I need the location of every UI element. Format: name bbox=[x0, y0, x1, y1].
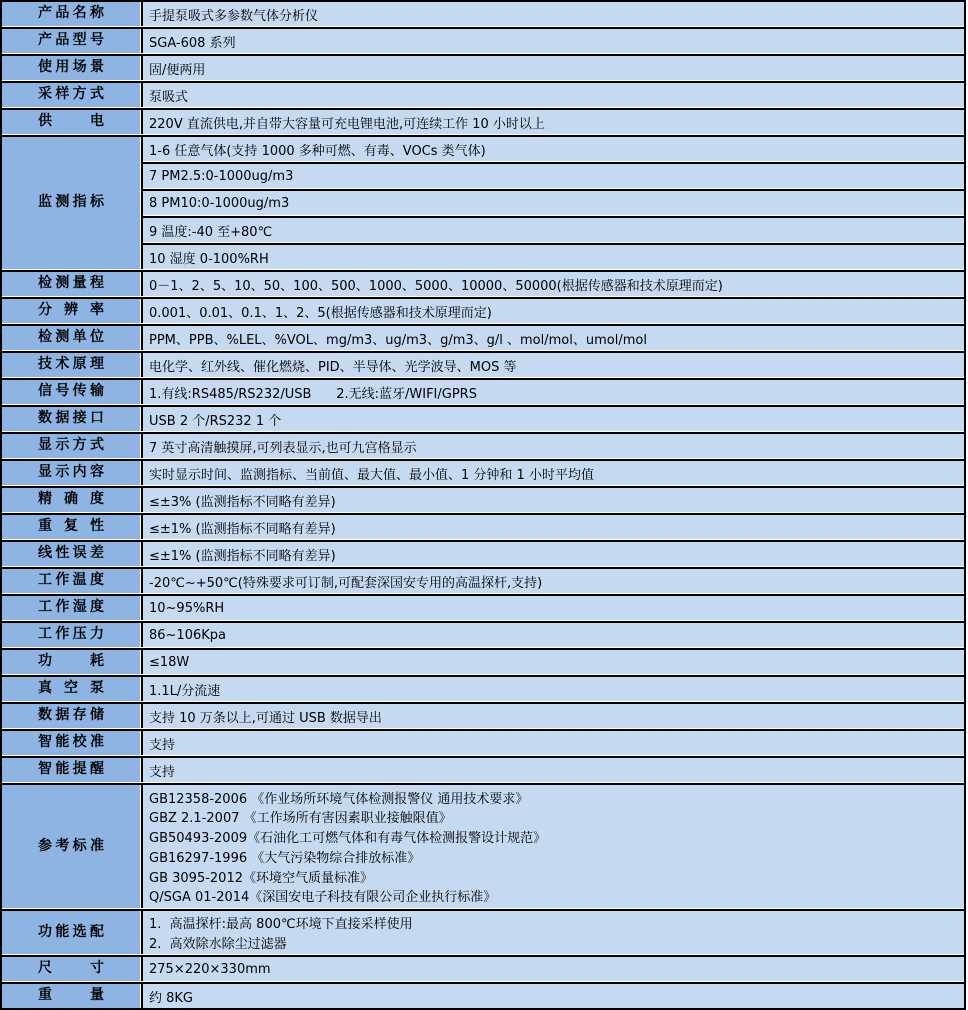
row-signal-transmission bbox=[2, 380, 964, 404]
sub-row: 10 湿度 0-100%RH bbox=[149, 251, 269, 267]
row-label-cell bbox=[2, 758, 141, 782]
row-label-cell bbox=[2, 110, 141, 134]
row-label-cell bbox=[2, 326, 141, 350]
row-label: 工作压力 bbox=[38, 626, 104, 643]
row-value: 泵吸式 bbox=[141, 83, 964, 107]
row-value: 10~95%RH bbox=[141, 596, 964, 620]
ref-line: GB12358-2006 《作业场所环境气体检测报警仪 通用技术要求》 bbox=[149, 791, 529, 807]
row-label-cell bbox=[2, 56, 141, 80]
row-value: 支持 bbox=[141, 758, 964, 782]
row-smart-calibration bbox=[2, 731, 964, 755]
reference-standards-list bbox=[141, 785, 964, 908]
row-label: 重复性 bbox=[38, 518, 104, 535]
row-value: 86~106Kpa bbox=[141, 623, 964, 647]
row-value: ≤18W bbox=[141, 650, 964, 674]
ref-line: GB50493-2009《石油化工可燃气体和有毒气体检测报警设计规范》 bbox=[149, 831, 547, 847]
option-line: 1. 高温探杆:最高 800℃环境下直接采样使用 bbox=[149, 917, 413, 933]
row-accuracy bbox=[2, 488, 964, 512]
row-label: 分辨率 bbox=[38, 302, 104, 319]
row-label-cell bbox=[2, 2, 141, 26]
row-monitoring-indicators bbox=[2, 137, 964, 269]
row-label: 信号传输 bbox=[38, 383, 104, 400]
row-value: ≤±1% (监测指标不同略有差异) bbox=[141, 542, 964, 566]
row-label-cell bbox=[2, 650, 141, 674]
row-label: 线性误差 bbox=[38, 545, 104, 562]
row-value: 1.有线:RS485/RS232/USB 2.无线:蓝牙/WIFI/GPRS bbox=[141, 380, 964, 404]
sub-row: 8 PM10:0-1000ug/m3 bbox=[149, 195, 290, 211]
row-data-interface bbox=[2, 407, 964, 431]
row-resolution bbox=[2, 299, 964, 323]
row-usage-scenario bbox=[2, 56, 964, 80]
row-label: 尺寸 bbox=[38, 960, 104, 977]
row-product-name bbox=[2, 2, 964, 26]
row-label-cell bbox=[2, 623, 141, 647]
row-value: 固/便两用 bbox=[141, 56, 964, 80]
row-value: 0－1、2、5、10、50、100、500、1000、5000、10000、50000(根据传感器和技术原理而定) bbox=[141, 272, 964, 296]
row-technical-principle bbox=[2, 353, 964, 377]
row-label-cell bbox=[2, 542, 141, 566]
row-value: 275×220×330mm bbox=[141, 957, 964, 981]
row-label: 检测单位 bbox=[38, 329, 104, 346]
row-value: SGA-608 系列 bbox=[141, 29, 964, 53]
row-label: 技术原理 bbox=[38, 356, 104, 373]
row-label: 工作温度 bbox=[38, 572, 104, 589]
row-product-model bbox=[2, 29, 964, 53]
row-working-pressure bbox=[2, 623, 964, 647]
row-display-content bbox=[2, 461, 964, 485]
row-label: 真空泵 bbox=[38, 680, 104, 697]
row-value: 实时显示时间、监测指标、当前值、最大值、最小值、1 分钟和 1 小时平均值 bbox=[141, 461, 964, 485]
row-label-cell bbox=[2, 407, 141, 431]
row-label: 供电 bbox=[38, 113, 104, 130]
row-label: 工作湿度 bbox=[38, 599, 104, 616]
row-value: 支持 10 万条以上,可通过 USB 数据导出 bbox=[141, 704, 964, 728]
row-label: 产品名称 bbox=[38, 5, 104, 22]
row-value: 手提泵吸式多参数气体分析仪 bbox=[141, 2, 964, 26]
row-value: ≤±1% (监测指标不同略有差异) bbox=[141, 515, 964, 539]
row-label-cell bbox=[2, 677, 141, 701]
row-label-cell bbox=[2, 434, 141, 458]
row-value: -20℃~+50℃(特殊要求可订制,可配套深国安专用的高温探杆,支持) bbox=[141, 569, 964, 593]
row-value: PPM、PPB、%LEL、%VOL、mg/m3、ug/m3、g/m3、g/l 、mol/mol、umol/mol bbox=[141, 326, 964, 350]
row-label-cell bbox=[2, 380, 141, 404]
row-label: 智能提醒 bbox=[38, 761, 104, 778]
row-working-temperature bbox=[2, 569, 964, 593]
row-label-cell bbox=[2, 731, 141, 755]
row-display-mode bbox=[2, 434, 964, 458]
row-label-cell bbox=[2, 515, 141, 539]
row-dimensions bbox=[2, 957, 964, 981]
row-value: ≤±3% (监测指标不同略有差异) bbox=[141, 488, 964, 512]
ref-line: Q/SGA 01-2014《深国安电子科技有限公司企业执行标准》 bbox=[149, 890, 497, 906]
row-label: 显示内容 bbox=[38, 464, 104, 481]
row-label: 功耗 bbox=[38, 653, 104, 670]
row-repeatability bbox=[2, 515, 964, 539]
row-power-supply bbox=[2, 110, 964, 134]
row-working-humidity bbox=[2, 596, 964, 620]
row-label: 数据接口 bbox=[38, 410, 104, 427]
row-label-cell bbox=[2, 29, 141, 53]
row-label-cell bbox=[2, 299, 141, 323]
row-value: 7 英寸高清触摸屏,可列表显示,也可九宫格显示 bbox=[141, 434, 964, 458]
row-label-cell bbox=[2, 704, 141, 728]
row-reference-standards bbox=[2, 785, 964, 908]
row-detection-range bbox=[2, 272, 964, 296]
row-value: 约 8KG bbox=[141, 984, 964, 1008]
row-detection-units bbox=[2, 326, 964, 350]
row-label-cell bbox=[2, 596, 141, 620]
row-data-storage bbox=[2, 704, 964, 728]
optional-features-list bbox=[141, 911, 964, 954]
row-label-cell bbox=[2, 272, 141, 296]
row-value: 电化学、红外线、催化燃烧、PID、半导体、光学波导、MOS 等 bbox=[141, 353, 964, 377]
row-weight bbox=[2, 984, 964, 1008]
row-value: USB 2 个/RS232 1 个 bbox=[141, 407, 964, 431]
row-label: 显示方式 bbox=[38, 437, 104, 454]
row-label-cell bbox=[2, 785, 141, 908]
row-label-cell bbox=[2, 83, 141, 107]
row-value: 220V 直流供电,并自带大容量可充电锂电池,可连续工作 10 小时以上 bbox=[141, 110, 964, 134]
row-label: 智能校准 bbox=[38, 734, 104, 751]
row-label-cell bbox=[2, 569, 141, 593]
row-label: 使用场景 bbox=[38, 59, 104, 76]
row-label-cell bbox=[2, 488, 141, 512]
sub-row: 1-6 任意气体(支持 1000 多种可燃、有毒、VOCs 类气体) bbox=[149, 143, 486, 159]
row-optional-features bbox=[2, 911, 964, 954]
monitoring-indicator-list bbox=[141, 137, 964, 269]
option-line: 2. 高效除水除尘过滤器 bbox=[149, 936, 287, 952]
row-label: 重量 bbox=[38, 987, 104, 1004]
row-vacuum-pump bbox=[2, 677, 964, 701]
row-label: 采样方式 bbox=[38, 86, 104, 103]
row-label: 精确度 bbox=[38, 491, 104, 508]
row-linearity-error bbox=[2, 542, 964, 566]
row-sampling-method bbox=[2, 83, 964, 107]
row-label: 检测量程 bbox=[38, 275, 104, 292]
sub-row: 7 PM2.5:0-1000ug/m3 bbox=[149, 168, 294, 184]
ref-line: GB 3095-2012《环境空气质量标准》 bbox=[149, 870, 373, 886]
row-value: 支持 bbox=[141, 731, 964, 755]
row-label: 数据存储 bbox=[38, 707, 104, 724]
row-label-cell bbox=[2, 137, 141, 269]
row-label-cell bbox=[2, 353, 141, 377]
row-value: 1.1L/分流速 bbox=[141, 677, 964, 701]
ref-line: GB16297-1996 《大气污染物综合排放标准》 bbox=[149, 850, 421, 866]
row-label: 功能选配 bbox=[38, 923, 104, 940]
row-smart-reminder bbox=[2, 758, 964, 782]
row-label: 产品型号 bbox=[38, 32, 104, 49]
row-label-cell bbox=[2, 984, 141, 1008]
row-value: 0.001、0.01、0.1、1、2、5(根据传感器和技术原理而定) bbox=[141, 299, 964, 323]
row-label-cell bbox=[2, 911, 141, 954]
row-label-cell bbox=[2, 957, 141, 981]
row-label: 参考标准 bbox=[38, 837, 104, 854]
row-label-cell bbox=[2, 461, 141, 485]
sub-row: 9 温度:-40 至+80℃ bbox=[149, 224, 273, 240]
row-power-consumption bbox=[2, 650, 964, 674]
row-label: 监测指标 bbox=[38, 194, 104, 211]
ref-line: GBZ 2.1-2007 《工作场所有害因素职业接触限值》 bbox=[149, 811, 452, 827]
